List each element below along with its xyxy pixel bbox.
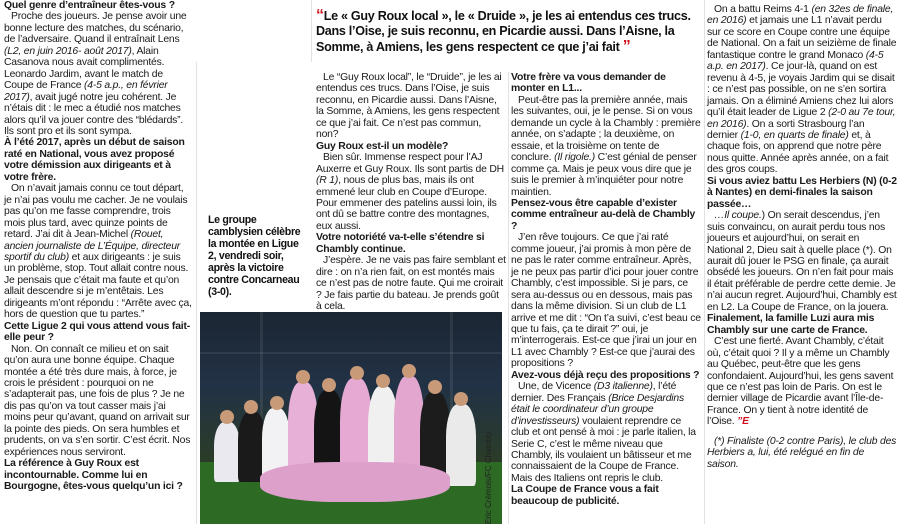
interview-question: Votre notoriété va-t-elle s’étendre si Chambly continue. — [316, 232, 485, 255]
pull-quote — [316, 8, 701, 55]
answer-text: , Alain Casanova nous avait complimentés. Leonardo Jardim, avant le match de Coupe de France — [4, 45, 165, 92]
answer-text: . On a sorti Strasbourg l’an dernier — [707, 118, 865, 141]
player-head — [322, 378, 336, 392]
player-head — [402, 364, 416, 378]
article-column-3 — [316, 72, 506, 313]
player-head — [350, 366, 364, 380]
interview-answer: J’en rêve toujours. Ce que j’ai raté comme joueur, j’ai promis à mon père de ne pas le rater comme entraîneur. Après, je ne peux pas partir d’ici pour jouer contre Chambly, c’est impossible. Si je pars, ce sera au-dessus ou en dessous, mais pas dans la même division. Si un club de L1 arrive et me dit : “On t’a suivi, c’est beau ce que tu fais, ça te dirait ?” oui, je m’interrogerais. Est-ce que j’irai un jour en L1 avec Chambly ? Est-ce que j’aurai des propositions ? — [511, 232, 701, 370]
photo-caption: Le groupe camblysien célèbre la montée en Ligue 2, vendredi soir, après la victoire contre Concarneau (3-0). — [208, 214, 301, 298]
stadium-light-strip — [200, 352, 502, 354]
answer-text: Proche des joueurs. Je pense avoir une bonne lecture des matches, du scénario, de l’adversaire. Quand il entraînait Lens — [4, 11, 187, 46]
answer-text: , l’été dernier. Des Français — [511, 381, 677, 404]
article-column-5 — [707, 4, 897, 470]
footnote: (*) Finaliste (0-2 contre Paris), le club des Herbiers a, lui, été relégué en fin de saison. — [707, 435, 897, 470]
interview-answer — [707, 336, 897, 428]
pull-quote-text: Le « Guy Roux local », le « Druide », je les ai entendus ces trucs. Dans l’Oise, je suis reconnu, en Picardie aussi. Dans l’Aisne, la Somme, à Amiens, les gens respectent ce que j’ai fait — [316, 9, 691, 54]
answer-aside: (1-0, en quarts de finale) — [740, 129, 849, 141]
answer-aside: …Il coupe. — [714, 210, 762, 222]
end-of-article-mark: ”E — [737, 416, 749, 428]
answer-aside: (D3 italienne) — [593, 381, 653, 393]
answer-text: C’est génial de penser comme ça. Mais je peux vous dire que je suis le premier à m’inquiéter pour notre maintien. — [511, 152, 697, 198]
answer-text: On a battu Reims 4-1 — [714, 4, 812, 15]
player-head — [454, 392, 468, 406]
interview-question: Guy Roux est-il un modèle? — [316, 140, 449, 152]
answer-aside: (2-0 au 7e tour, en 2016) — [707, 107, 896, 130]
player-head — [244, 400, 258, 414]
answer-text: , avait jugé notre jeu cohérent. Je n’étais dit : le mec a étudié nos matches alors qu’il va jouer contre des “blédards”. Ils sont pro et ils sont sympa. — [4, 91, 184, 137]
interview-question: Si vous aviez battu Les Herbiers (N) (0-2 à Nantes) en demi-finales la saison passée… — [707, 175, 897, 210]
answer-aside: (en 32es de finale, en 2016) — [707, 4, 894, 27]
answer-text: . Ce jour-là, quand on est revenu à 4-5, je voyais Jardim qui se disait : ce n’est pas possible, on ne s’en sortira jamais. On a éliminé Amiens chez lui alors qu’il était leader de Ligue 2 — [707, 61, 895, 119]
answer-text: C’est une fierté. Avant Chambly, c’était où, c’était quoi ? Il y a même un Chambly au Québec, peut-être que les gens confondaient. Aujourd’hui, les gens savent que ce n’est pas loin de Paris. On est le dernier village de Picardie avant l’Île-de-France. On y tient à notre identité de l’Oise. — [707, 336, 894, 428]
interview-answer: Non. On connaît ce milieu et on sait qu’on aura une bonne équipe. Chaque montée a été très dure mais, à force, je crois le président : pourquoi on ne s’adapterait pas, une fois de plus ? Je ne dis pas qu’on va tout casser mais j’ai moins peur qu’avant, quand on arrivait sur la pointe des pieds. On sera humbles et prudents, on va s’en sortir. C’est écrit. Nos expériences nous serviront. — [4, 343, 191, 458]
column-divider — [311, 0, 312, 62]
column-divider — [704, 0, 705, 524]
answer-aside: (Il rigole.) — [554, 152, 595, 164]
open-quote-mark: “ — [316, 7, 324, 24]
interview-question: La référence à Guy Roux est incontournable. Comme lui en Bourgogne, êtes-vous quelqu’un ici ? — [4, 458, 183, 493]
answer-text: et, à chaque fois, on apprend que notre père nous quitte. Année après année, on a fait des gros coups. — [707, 129, 889, 176]
interview-question: La Coupe de France vous a fait beaucoup de publicité. — [511, 484, 659, 507]
photo-credit: Eric Crémois/FC Chambly — [484, 431, 493, 524]
interview-answer — [4, 183, 192, 320]
interview-question: Avez-vous déjà reçu des propositions ? — [511, 369, 700, 381]
answer-aside: (Rouet, ancien journaliste de L’Équipe, directeur sportif du club) — [4, 229, 181, 263]
close-quote-mark: ” — [622, 38, 631, 55]
interview-answer: J’espère. Je ne vais pas faire semblant et dire : on n’a rien fait, on est montés mais ce n’est pas de notre faute. Qui me croirait ? Je fais partie du bateau. Je prends goût à cela. — [316, 255, 506, 313]
interview-question: Cette Ligue 2 qui vous attend vous fait-elle peur ? — [4, 320, 190, 344]
interview-question: Finalement, la famille Luzi aura mis Chambly sur une carte de France. — [707, 313, 875, 336]
player-head — [296, 370, 310, 384]
interview-answer — [316, 152, 506, 232]
answer-text: voulaient reprendre ce club et ont pensé à moi : je parle italien, la Serie C, c’est le même niveau que Chambly, ils voulaient un bâtisseur et me connaissaient de la Coupe de France. Mais des Italiens ont repris le club. — [511, 415, 696, 484]
answer-text: Une, de Vicence — [518, 381, 594, 393]
player-head — [428, 380, 442, 394]
column-divider — [508, 72, 509, 524]
answer-text: Peut-être pas la première année, mais les suivantes, oui, je le pense. Si on vous demande un cycle à la Chambly : première année, on s’adapte ; la deuxième, on essaie, et la troisième on tente de conclure. — [511, 94, 701, 164]
answer-aside: (Brice Desjardins était le coordinateur d’un groupe d’investisseurs) — [511, 392, 684, 427]
interview-answer — [707, 4, 897, 176]
team-celebration-photo — [200, 312, 502, 524]
player-figure — [214, 422, 240, 482]
interview-answer — [707, 210, 897, 313]
interview-answer — [511, 381, 701, 484]
answer-text: Bien sûr. Immense respect pour l’AJ Auxerre et Guy Roux. Ils sont partis de DH — [316, 152, 504, 175]
player-figure — [446, 404, 476, 486]
answer-text: et aux dirigeants : je suis un problème, stop. Tout allait contre nous. Je pensais que c’était ma faute et qu’on allait descendre si je m’entêtais. Les dirigeants m’ont répondu : “Arrête avec ça, hors de question que tu partes.” — [4, 251, 192, 321]
kneeling-players — [260, 462, 450, 502]
answer-aside: (L2, en juin 2016- août 2017) — [4, 45, 132, 57]
interview-answer: Le “Guy Roux local”, le “Druide”, je les ai entendus ces trucs. Dans l’Oise, je suis reconnu, en Picardie aussi. Dans l’Aisne, la Somme, à Amiens, les gens respectent ce que j’ai fait. Ce n’est pas commun, non? — [316, 72, 502, 141]
interview-answer — [4, 11, 192, 137]
player-head — [270, 396, 284, 410]
interview-question: Pensez-vous être capable d’exister comme entraîneur au-delà de Chambly ? — [511, 197, 696, 232]
article-column-4 — [511, 72, 701, 507]
answer-text: et jamais une L1 n’avait perdu sur ce score en Coupe contre une équipe de National. On a fait un seizième de finale fantastique contre le grand Monaco — [707, 15, 897, 61]
answer-aside: (4-5 a.p. en 2017) — [707, 49, 884, 73]
interview-question: À l’été 2017, après un début de saison raté en National, vous avez proposé votre démission aux dirigeants et à votre frère. — [4, 137, 185, 183]
player-head — [376, 374, 390, 388]
player-head — [220, 410, 234, 424]
floodlight-pole — [260, 312, 263, 432]
answer-aside: (4-5 a.p., en février 2017) — [4, 80, 168, 103]
interview-answer — [511, 95, 701, 198]
interview-question: Votre frère va vous demander de monter en L1... — [511, 72, 666, 95]
answer-text: , nous de plus bas, mais ils ont emmené leur club en Coupe d’Europe. Pour emmener des patelins aussi loin, ils ont dû se battre contre des montagnes, eux aussi. — [316, 175, 497, 232]
article-column-1 — [4, 0, 192, 492]
answer-text: On n’avait jamais connu ce tout départ, je n’ai pas voulu me cacher. Je ne voulais pas qu’on me fasse comprendre, trois mois plus tard, avec quinze points de retard. J’ai dit à Jean-Michel — [4, 183, 188, 241]
answer-text: ) On serait descendus, j’en suis convaincu, on aurait perdu tous nos joueurs et aujourd’hui, on serait en National 2, Dieu sait à quelle place (*). On aurait dû jouer le PSG en finale, ça aurait obsédé les joueurs. On n’en fait pour mais il était préférable de perdre cette demie. Je n’ai aucun regret. Aujourd’hui, Chambly est en L2. La Coupe de France, on la jouera. — [707, 210, 897, 313]
interview-question: Quel genre d’entraîneur êtes-vous ? — [4, 0, 175, 11]
answer-aside: (R 1) — [316, 175, 339, 187]
column-divider — [196, 62, 197, 524]
